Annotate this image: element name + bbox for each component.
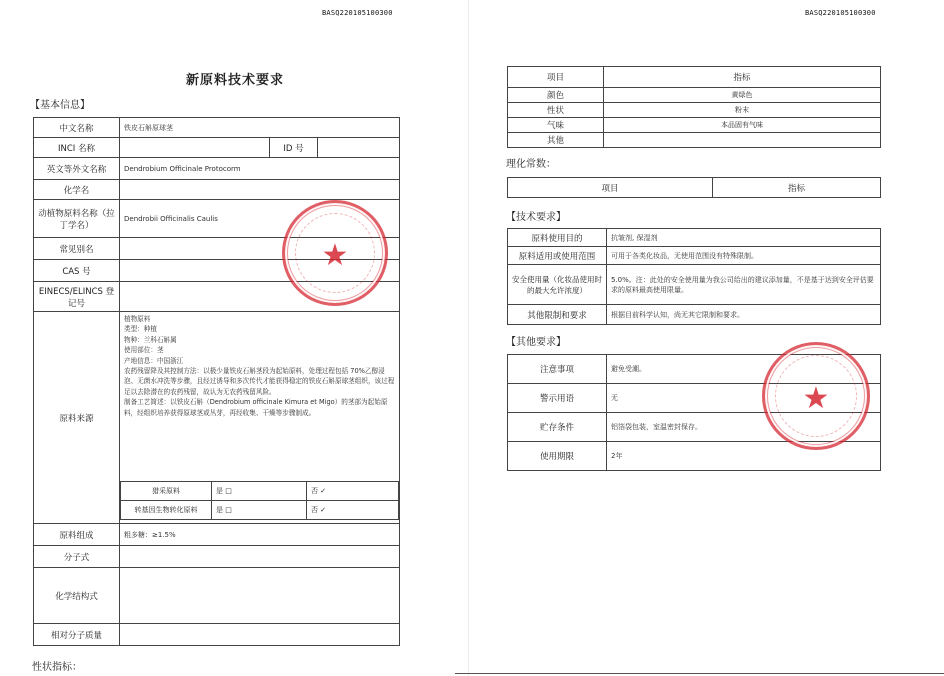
left-page	[0, 0, 470, 676]
appearance-row: 性状 粉末	[508, 103, 881, 118]
appearance-row: 其他	[508, 133, 881, 148]
composition-value: 粗多糖：≥1.5%	[120, 524, 400, 546]
gmo-source-label: 转基因生物转化原料	[121, 501, 212, 520]
source-line: 使用部位：茎	[124, 346, 164, 355]
source-line: 制备工艺简述：以铁皮石斛（Dendrobium officinale Kimura et Migo）的茎部为起始原料，经组织培养获得原球茎或丛芽，再经收集、干燥等步骤制成。	[124, 398, 388, 417]
source-text	[120, 312, 399, 481]
inci-value	[120, 138, 270, 158]
wild-no: 否 ✓	[306, 482, 398, 501]
chem-name-label: 化学名	[34, 180, 120, 200]
appearance-spec-header: 指标	[604, 67, 881, 88]
section-basic-info: 【基本信息】	[30, 100, 90, 111]
source-line: 农药残留降及其控制方法：以极少量铁皮石斛茎段为起始原料，处理过程包括 70%乙醇浸泡、无菌水冲洗等步骤，且经过诱导和多次传代才能获得稳定的铁皮石斛原球茎组织，该过程足以去除潜在的农药残留，故认为无农药残留风险。	[124, 367, 395, 396]
basic-info-table	[33, 117, 400, 646]
id-value	[318, 138, 400, 158]
row-mw	[34, 624, 400, 646]
page-divider	[468, 0, 469, 676]
barcode-text: BASQ220105100300	[805, 9, 876, 17]
wild-yes: 是 □	[212, 482, 307, 501]
appearance-item-header: 项目	[508, 67, 604, 88]
other-row: 注意事项 避免受潮。	[508, 355, 881, 384]
tech-row: 原料适用或使用范围 可用于各类化妆品，无使用范围没有特殊限制。	[508, 247, 881, 265]
wild-source-label: 猎采原料	[121, 482, 212, 501]
row-chem-name	[34, 180, 400, 200]
row-en-name	[34, 158, 400, 180]
source-line: 类型：种植	[124, 325, 157, 334]
cas-label: CAS 号	[34, 260, 120, 282]
alias-label: 常见别名	[34, 238, 120, 260]
appearance-header-row	[508, 67, 881, 88]
physchem-table	[507, 177, 881, 198]
latin-label: 动植物原料名称（拉丁学名）	[34, 200, 120, 238]
tech-row: 原料使用目的 抗皱剂, 保湿剂	[508, 229, 881, 247]
other-row: 贮存条件 铝箔袋包装，室温密封保存。	[508, 413, 881, 442]
composition-label: 原料组成	[34, 524, 120, 546]
gmo-yes: 是 □	[212, 501, 307, 520]
mw-label: 相对分子质量	[34, 624, 120, 646]
right-page	[470, 0, 944, 676]
row-inci	[34, 138, 400, 158]
row-cn-name	[34, 118, 400, 138]
source-sub-table	[120, 481, 399, 520]
source-label: 原料来源	[34, 312, 120, 524]
row-formula	[34, 546, 400, 568]
tech-row: 其他限制和要求 根据目前科学认知，尚无其它限制和要求。	[508, 305, 881, 325]
appearance-footer: 性状指标：	[32, 662, 82, 673]
document-title: 新原料技术要求	[185, 73, 284, 88]
section-other-requirements: 【其他要求】	[506, 337, 566, 348]
other-row: 警示用语 无	[508, 384, 881, 413]
row-structure	[34, 568, 400, 624]
formula-label: 分子式	[34, 546, 120, 568]
physchem-title: 理化常数：	[506, 159, 556, 170]
row-composition	[34, 524, 400, 546]
tech-table	[507, 228, 881, 325]
en-name-value: Dendrobium Officinale Protocorm	[120, 158, 400, 180]
barcode	[322, 8, 393, 17]
appearance-row: 颜色 黄绿色	[508, 88, 881, 103]
inci-label: INCI 名称	[34, 138, 120, 158]
appearance-row: 气味 本品固有气味	[508, 118, 881, 133]
source-line: 产地信息：中国浙江	[124, 356, 184, 365]
physchem-spec-header: 指标	[713, 178, 881, 198]
section-tech-requirements: 【技术要求】	[506, 212, 566, 223]
physchem-item-header: 项目	[508, 178, 713, 198]
barcode-right	[805, 8, 876, 17]
tech-row: 安全使用量（化妆品使用时的最大允许浓度） 5.0%。注：此处的安全使用量为我公司给出的建议添加量，不是基于达到安全评估要求的原料最高使用限量。	[508, 265, 881, 305]
sub-row-wild	[121, 482, 399, 501]
sub-row-gmo	[121, 501, 399, 520]
page-bottom-rule	[455, 673, 944, 674]
company-seal	[762, 342, 870, 450]
id-label: ID 号	[270, 138, 318, 158]
row-source	[34, 312, 400, 524]
en-name-label: 英文等外文名称	[34, 158, 120, 180]
latin-value: Dendrobii Officinalis Caulis	[120, 200, 400, 238]
structure-label: 化学结构式	[34, 568, 120, 624]
cn-name-value: 铁皮石斛原球茎	[120, 118, 400, 138]
barcode-text: BASQ220105100300	[322, 9, 393, 17]
cn-name-label: 中文名称	[34, 118, 120, 138]
other-row: 使用期限 2年	[508, 442, 881, 471]
company-seal	[282, 200, 388, 306]
source-line: 植物原料	[124, 315, 151, 323]
gmo-no: 否 ✓	[306, 501, 398, 520]
seal-star-icon: ★	[321, 238, 349, 273]
seal-star-icon: ★	[802, 380, 830, 416]
einecs-label: EINECS/ELINCS 登记号	[34, 282, 120, 312]
appearance-table	[507, 66, 881, 148]
source-line: 物种：兰科石斛属	[124, 335, 177, 344]
